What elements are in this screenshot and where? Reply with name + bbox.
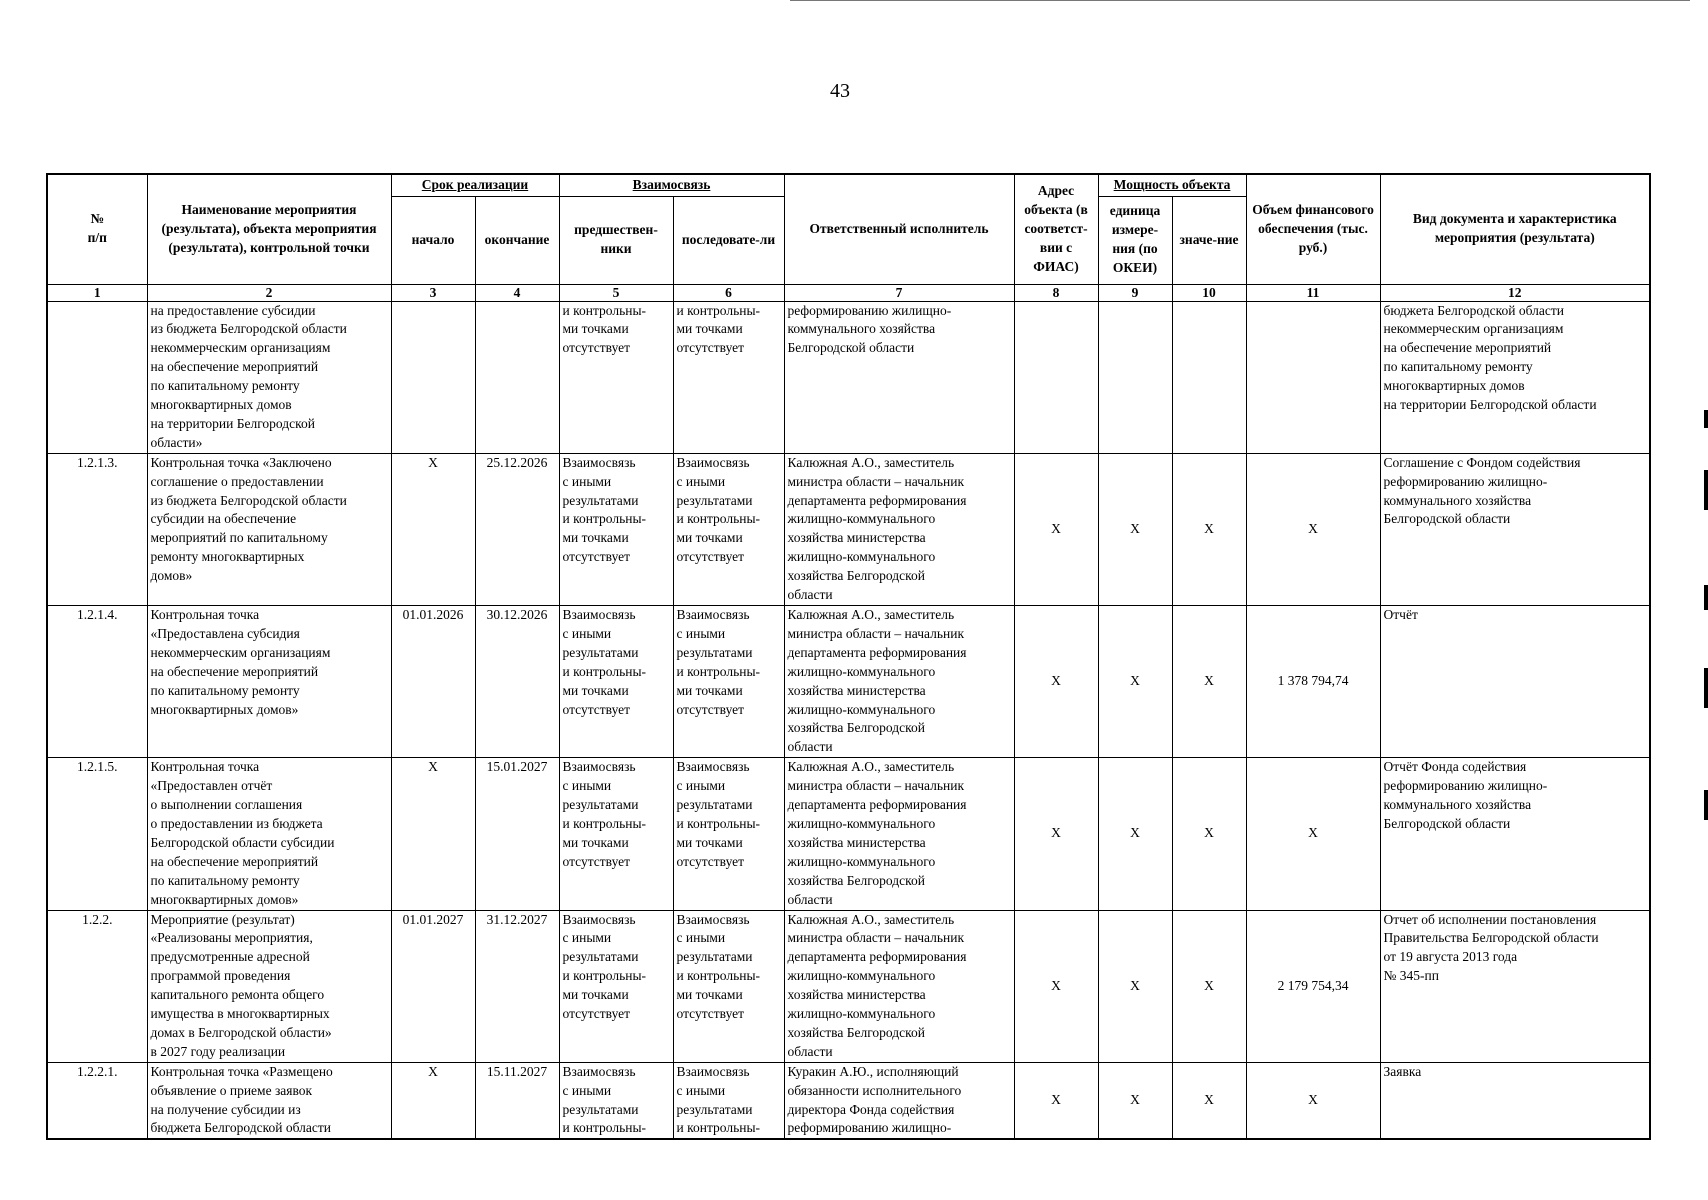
row-doc: Соглашение с Фондом содействия реформированию жилищно- коммунального хозяйства Белгородской области (1380, 453, 1650, 605)
row-posl: Взаимосвязь с иными результатами и контрольны- (673, 1062, 784, 1139)
column-number: 10 (1172, 284, 1246, 301)
column-number: 5 (559, 284, 673, 301)
column-number: 3 (391, 284, 475, 301)
column-number: 9 (1098, 284, 1172, 301)
row-value: X (1172, 1062, 1246, 1139)
row-name: Контрольная точка «Размещено объявление о приеме заявок на получение субсидии из бюджета Белгородской области (147, 1062, 391, 1139)
header-end: окончание (475, 196, 559, 284)
row-finance (1246, 301, 1380, 453)
row-doc: Отчёт (1380, 606, 1650, 758)
row-resp: Калюжная А.О., заместитель министра области – начальник департамента реформирования жилищно-коммунального хозяйства министерства жилищно-коммунального хозяйства Белгородской области (784, 758, 1014, 910)
header-addr: Адрес объекта (в соответст-вии с ФИАС) (1014, 174, 1098, 284)
row-num: 1.2.1.3. (47, 453, 147, 605)
table-row (47, 301, 1650, 453)
row-num: 1.2.2. (47, 910, 147, 1062)
row-value: X (1172, 758, 1246, 910)
row-unit: X (1098, 453, 1172, 605)
column-number: 2 (147, 284, 391, 301)
row-doc: Отчёт Фонда содействия реформированию жилищно- коммунального хозяйства Белгородской области (1380, 758, 1650, 910)
table-row (47, 910, 1650, 1062)
page-top-rule (790, 0, 1690, 1)
row-addr: X (1014, 1062, 1098, 1139)
row-addr (1014, 301, 1098, 453)
column-number: 12 (1380, 284, 1650, 301)
row-finance: 1 378 794,74 (1246, 606, 1380, 758)
row-num: 1.2.1.5. (47, 758, 147, 910)
header-value: значе-ние (1172, 196, 1246, 284)
scan-margin-mark (1704, 410, 1708, 428)
row-name: Контрольная точка «Предоставлен отчёт о выполнении соглашения о предоставлении из бюджета Белгородской области субсидии на обеспечение мероприятий по капитальному ремонту многоквартирных домов» (147, 758, 391, 910)
row-start: 01.01.2027 (391, 910, 475, 1062)
scan-margin-mark (1704, 585, 1708, 610)
row-unit: X (1098, 606, 1172, 758)
row-name: Контрольная точка «Заключено соглашение о предоставлении из бюджета Белгородской области субсидии на обеспечение мероприятий по капитальному ремонту многоквартирных домов» (147, 453, 391, 605)
scan-margin-mark (1704, 470, 1708, 510)
column-number: 1 (47, 284, 147, 301)
row-start: X (391, 758, 475, 910)
column-number: 7 (784, 284, 1014, 301)
scan-margin-mark (1704, 668, 1708, 708)
row-num (47, 301, 147, 453)
header-resp: Ответственный исполнитель (784, 174, 1014, 284)
row-unit: X (1098, 758, 1172, 910)
row-finance: 2 179 754,34 (1246, 910, 1380, 1062)
row-value (1172, 301, 1246, 453)
row-addr: X (1014, 910, 1098, 1062)
row-resp: Калюжная А.О., заместитель министра области – начальник департамента реформирования жилищно-коммунального хозяйства министерства жилищно-коммунального хозяйства Белгородской области (784, 910, 1014, 1062)
row-pred: Взаимосвязь с иными результатами и контрольны- ми точками отсутствует (559, 758, 673, 910)
row-addr: X (1014, 453, 1098, 605)
row-pred: и контрольны- ми точками отсутствует (559, 301, 673, 453)
row-posl: Взаимосвязь с иными результатами и контрольны- ми точками отсутствует (673, 453, 784, 605)
row-doc: бюджета Белгородской области некоммерческим организациям на обеспечение мероприятий по капитальному ремонту многоквартирных домов на территории Белгородской области (1380, 301, 1650, 453)
header-finance: Объем финансового обеспечения (тыс. руб.) (1246, 174, 1380, 284)
header-vzaim: Взаимосвязь (559, 174, 784, 196)
row-end: 25.12.2026 (475, 453, 559, 605)
row-value: X (1172, 910, 1246, 1062)
row-name: Мероприятие (результат) «Реализованы мероприятия, предусмотренные адресной программой проведения капитального ремонта общего имущества в многоквартирных домах в Белгородской области» в 2027 году реализации (147, 910, 391, 1062)
row-name: на предоставление субсидии из бюджета Белгородской области некоммерческим организациям на обеспечение мероприятий по капитальному ремонту многоквартирных домов на территории Белгородской области» (147, 301, 391, 453)
row-end: 31.12.2027 (475, 910, 559, 1062)
header-pred: предшествен-ники (559, 196, 673, 284)
table-row (47, 758, 1650, 910)
row-finance: X (1246, 1062, 1380, 1139)
row-name: Контрольная точка «Предоставлена субсидия некоммерческим организациям на обеспечение мероприятий по капитальному ремонту многоквартирных домов» (147, 606, 391, 758)
row-posl: Взаимосвязь с иными результатами и контрольны- ми точками отсутствует (673, 606, 784, 758)
row-end: 30.12.2026 (475, 606, 559, 758)
row-start: X (391, 453, 475, 605)
header-power: Мощность объекта (1098, 174, 1246, 196)
header-num: № п/п (47, 174, 147, 284)
row-finance: X (1246, 453, 1380, 605)
header-name: Наименование мероприятия (результата), объекта мероприятия (результата), контрольной точки (147, 174, 391, 284)
row-doc: Отчет об исполнении постановления Правительства Белгородской области от 19 августа 2013 года № 345-пп (1380, 910, 1650, 1062)
table-row (47, 453, 1650, 605)
column-numbers-row (47, 284, 1650, 301)
row-end: 15.11.2027 (475, 1062, 559, 1139)
row-end: 15.01.2027 (475, 758, 559, 910)
header-doc: Вид документа и характеристика мероприятия (результата) (1380, 174, 1650, 284)
row-unit: X (1098, 910, 1172, 1062)
row-posl: Взаимосвязь с иными результатами и контрольны- ми точками отсутствует (673, 758, 784, 910)
row-addr: X (1014, 606, 1098, 758)
row-resp: реформированию жилищно- коммунального хозяйства Белгородской области (784, 301, 1014, 453)
row-posl: Взаимосвязь с иными результатами и контрольны- ми точками отсутствует (673, 910, 784, 1062)
row-finance: X (1246, 758, 1380, 910)
row-posl: и контрольны- ми точками отсутствует (673, 301, 784, 453)
row-value: X (1172, 453, 1246, 605)
row-unit: X (1098, 1062, 1172, 1139)
row-addr: X (1014, 758, 1098, 910)
header-srok: Срок реализации (391, 174, 559, 196)
row-value: X (1172, 606, 1246, 758)
row-resp: Калюжная А.О., заместитель министра области – начальник департамента реформирования жилищно-коммунального хозяйства министерства жилищно-коммунального хозяйства Белгородской области (784, 606, 1014, 758)
header-start: начало (391, 196, 475, 284)
header-unit: единица измере-ния (по ОКЕИ) (1098, 196, 1172, 284)
row-start (391, 301, 475, 453)
page-number: 43 (830, 80, 850, 102)
row-pred: Взаимосвязь с иными результатами и контрольны- (559, 1062, 673, 1139)
header-posl: последовате-ли (673, 196, 784, 284)
row-resp: Куракин А.Ю., исполняющий обязанности исполнительного директора Фонда содействия реформированию жилищно- (784, 1062, 1014, 1139)
row-num: 1.2.1.4. (47, 606, 147, 758)
column-number: 8 (1014, 284, 1098, 301)
row-pred: Взаимосвязь с иными результатами и контрольны- ми точками отсутствует (559, 606, 673, 758)
row-start: 01.01.2026 (391, 606, 475, 758)
plan-table (46, 173, 1651, 1140)
scan-margin-mark (1704, 790, 1708, 820)
row-pred: Взаимосвязь с иными результатами и контрольны- ми точками отсутствует (559, 910, 673, 1062)
row-resp: Калюжная А.О., заместитель министра области – начальник департамента реформирования жилищно-коммунального хозяйства министерства жилищно-коммунального хозяйства Белгородской области (784, 453, 1014, 605)
row-doc: Заявка (1380, 1062, 1650, 1139)
column-number: 6 (673, 284, 784, 301)
row-num: 1.2.2.1. (47, 1062, 147, 1139)
row-pred: Взаимосвязь с иными результатами и контрольны- ми точками отсутствует (559, 453, 673, 605)
row-start: X (391, 1062, 475, 1139)
row-end (475, 301, 559, 453)
column-number: 11 (1246, 284, 1380, 301)
column-number: 4 (475, 284, 559, 301)
row-unit (1098, 301, 1172, 453)
table-row (47, 1062, 1650, 1139)
table-row (47, 606, 1650, 758)
